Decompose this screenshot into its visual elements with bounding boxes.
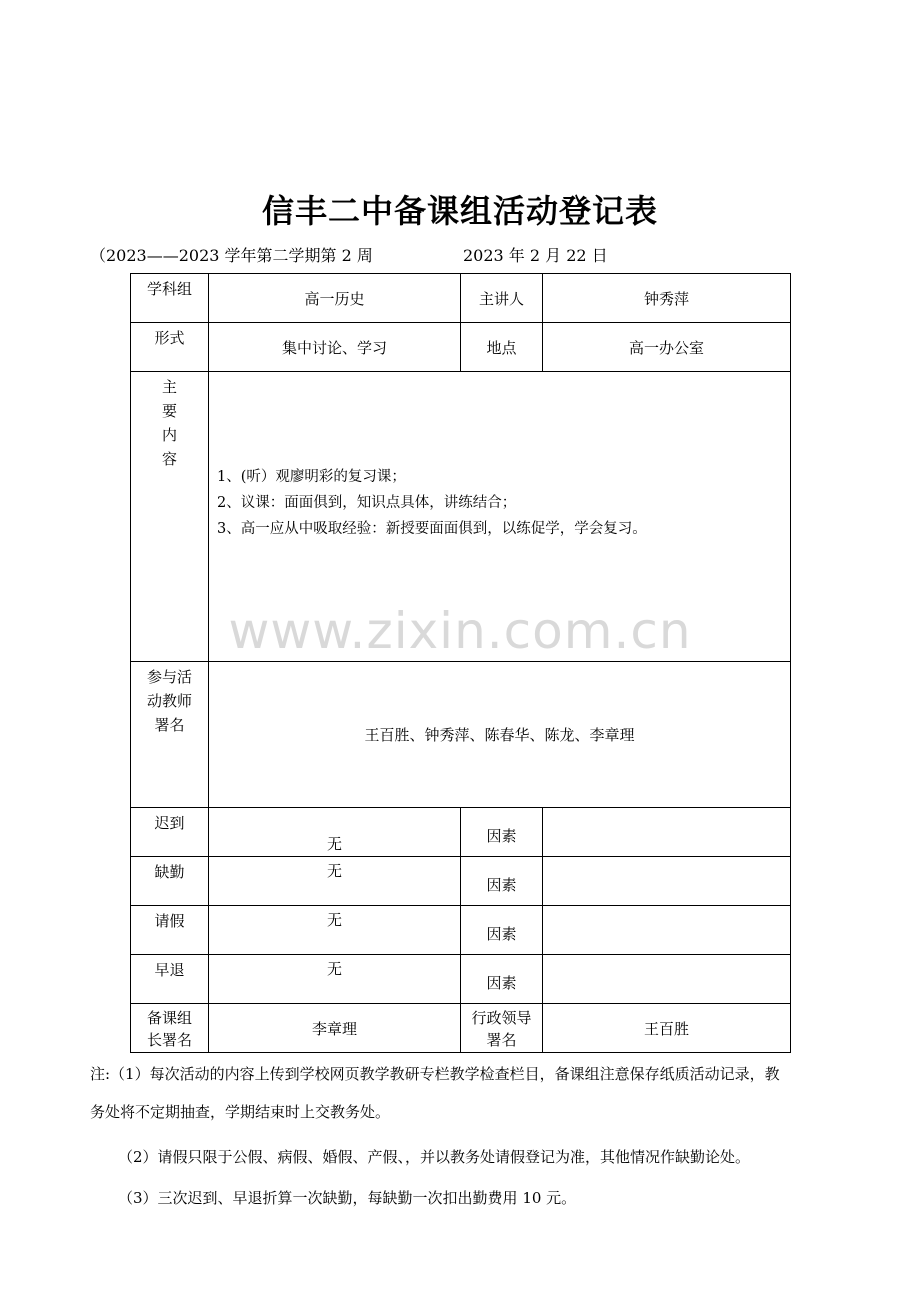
- record-date: 2023 年 2 月 22 日: [463, 246, 608, 265]
- leader-sign-value: 李章理: [209, 1004, 461, 1053]
- location-value: 高一办公室: [543, 323, 791, 372]
- table-row: [131, 274, 791, 323]
- leave-reason-label: 因素: [461, 906, 543, 955]
- content-item: 2、议课：面面俱到，知识点具体，讲练结合；: [217, 495, 517, 511]
- table-row: [131, 372, 791, 662]
- page-title: 信丰二中备课组活动登记表: [261, 192, 658, 230]
- content-item: 1、(听）观廖明彩的复习课；: [217, 469, 406, 485]
- early-leave-reason-label: 因素: [461, 955, 543, 1004]
- absent-reason-value: [543, 857, 791, 906]
- table-row: [131, 323, 791, 372]
- format-label: 形式: [131, 323, 209, 372]
- late-value: 无: [209, 808, 461, 857]
- early-leave-label: 早退: [131, 955, 209, 1004]
- early-leave-value: 无: [209, 955, 461, 1004]
- leave-reason-value: [543, 906, 791, 955]
- absent-value: 无: [209, 857, 461, 906]
- content-item: 3、高一应从中吸取经验：新授要面面俱到，以练促学，学会复习。: [217, 521, 647, 537]
- leave-value: 无: [209, 906, 461, 955]
- speaker-value: 钟秀萍: [543, 274, 791, 323]
- participants-label: 参与活 动教师 署名: [131, 662, 209, 808]
- table-row: [131, 808, 791, 857]
- leader-sign-label: 备课组 长署名: [131, 1004, 209, 1053]
- note-3: （3）三次迟到、早退折算一次缺勤，每缺勤一次扣出勤费用 10 元。: [118, 1189, 577, 1207]
- speaker-label: 主讲人: [461, 274, 543, 323]
- subject-group-value: 高一历史: [209, 274, 461, 323]
- table-row: [131, 1004, 791, 1053]
- participants-signatures: 王百胜、钟秀萍、陈春华、陈龙、李章理: [209, 662, 791, 808]
- subject-group-label: 学科组: [131, 274, 209, 323]
- table-row: [131, 857, 791, 906]
- term-info: （2023——2023 学年第二学期第 2 周: [90, 246, 373, 265]
- note-1: 注:（1）每次活动的内容上传到学校网页教学教研专栏教学检查栏目，备课组注意保存纸质活动记录，教: [90, 1065, 780, 1083]
- main-content: [209, 372, 791, 662]
- late-reason-label: 因素: [461, 808, 543, 857]
- early-leave-reason-value: [543, 955, 791, 1004]
- format-value: 集中讨论、学习: [209, 323, 461, 372]
- table-row: [131, 906, 791, 955]
- main-content-label: 主 要 内 容: [131, 372, 209, 662]
- location-label: 地点: [461, 323, 543, 372]
- absent-label: 缺勤: [131, 857, 209, 906]
- activity-form-table: [130, 273, 791, 1053]
- late-reason-value: [543, 808, 791, 857]
- admin-sign-label: 行政领导 署名: [461, 1004, 543, 1053]
- watermark: www.zixin.com.cn: [228, 602, 692, 660]
- leave-label: 请假: [131, 906, 209, 955]
- admin-sign-value: 王百胜: [543, 1004, 791, 1053]
- note-2: （2）请假只限于公假、病假、婚假、产假、，并以教务处请假登记为准，其他情况作缺勤论处。: [118, 1148, 751, 1166]
- table-row: [131, 662, 791, 808]
- absent-reason-label: 因素: [461, 857, 543, 906]
- table-row: [131, 955, 791, 1004]
- note-1-continued: 务处将不定期抽查，学期结束时上交教务处。: [90, 1103, 391, 1121]
- late-label: 迟到: [131, 808, 209, 857]
